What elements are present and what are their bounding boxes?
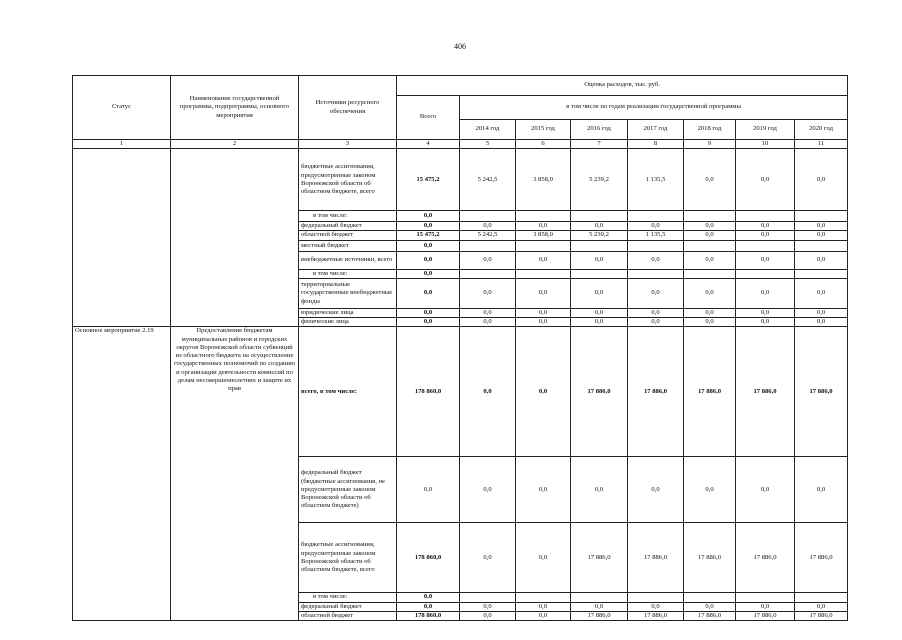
year-value-cell: 0,0 — [571, 318, 628, 327]
total-cell: 178 860,0 — [397, 611, 460, 620]
year-value-cell — [571, 269, 628, 278]
source-cell: федеральный бюджет (бюджетные ассигнования, не предусмотренные законом Воронежской области об областном бюджете) — [299, 457, 397, 523]
year-value-cell: 0,0 — [516, 308, 571, 317]
total-cell: 178 860,0 — [397, 523, 460, 593]
year-value-cell: 0,0 — [460, 251, 516, 269]
year-value-cell: 0,0 — [628, 222, 684, 231]
header-year: 2016 год — [571, 120, 628, 140]
year-value-cell: 0,0 — [516, 611, 571, 620]
header-year: 2020 год — [795, 120, 848, 140]
column-index: 3 — [299, 140, 397, 149]
source-cell: областной бюджет — [299, 611, 397, 620]
year-value-cell: 17 886,0 — [571, 523, 628, 593]
year-value-cell: 0,0 — [628, 602, 684, 611]
year-value-cell: 0,0 — [516, 457, 571, 523]
year-value-cell — [571, 593, 628, 602]
total-cell: 0,0 — [397, 269, 460, 278]
year-value-cell: 0,0 — [795, 278, 848, 308]
year-value-cell: 1 135,5 — [628, 231, 684, 240]
year-value-cell: 17 886,0 — [795, 523, 848, 593]
year-value-cell: 17 886,0 — [736, 327, 795, 457]
year-value-cell: 0,0 — [460, 611, 516, 620]
year-value-cell: 0,0 — [516, 278, 571, 308]
column-index: 10 — [736, 140, 795, 149]
year-value-cell: 0,0 — [571, 602, 628, 611]
year-value-cell: 0,0 — [460, 457, 516, 523]
status-cell: Основное мероприятие 2.19 — [73, 327, 171, 621]
year-value-cell — [628, 593, 684, 602]
left-border-line — [72, 592, 73, 610]
year-value-cell: 0,0 — [628, 251, 684, 269]
year-value-cell: 0,0 — [736, 457, 795, 523]
year-value-cell: 0,0 — [684, 251, 736, 269]
source-cell: бюджетные ассигнования, предусмотренные законом Воронежской области об областном бюджете, всего — [299, 523, 397, 593]
year-value-cell — [684, 211, 736, 222]
year-value-cell: 5 239,2 — [571, 149, 628, 211]
total-cell: 0,0 — [397, 318, 460, 327]
year-value-cell: 0,0 — [571, 457, 628, 523]
year-value-cell: 17 886,0 — [628, 327, 684, 457]
source-cell: федеральный бюджет — [299, 602, 397, 611]
year-value-cell: 0,0 — [795, 222, 848, 231]
column-index: 4 — [397, 140, 460, 149]
column-index: 1 — [73, 140, 171, 149]
header-year: 2019 год — [736, 120, 795, 140]
header-by-years: в том числе по годам реализации государственной программы — [460, 96, 848, 120]
year-value-cell — [795, 240, 848, 251]
year-value-cell — [736, 211, 795, 222]
table-row — [73, 327, 848, 457]
year-value-cell: 0,0 — [795, 251, 848, 269]
year-value-cell: 17 886,0 — [571, 327, 628, 457]
year-value-cell: 0,0 — [684, 318, 736, 327]
year-value-cell: 0,0 — [736, 318, 795, 327]
year-value-cell: 17 886,0 — [571, 611, 628, 620]
year-value-cell: 5 242,5 — [460, 149, 516, 211]
total-cell: 0,0 — [397, 593, 460, 602]
year-value-cell: 5 242,5 — [460, 231, 516, 240]
year-value-cell: 5 239,2 — [571, 231, 628, 240]
year-value-cell: 0,0 — [684, 149, 736, 211]
year-value-cell: 0,0 — [684, 602, 736, 611]
year-value-cell: 0,0 — [628, 318, 684, 327]
year-value-cell: 17 886,0 — [736, 611, 795, 620]
year-value-cell: 0,0 — [460, 222, 516, 231]
source-cell: в том числе: — [299, 269, 397, 278]
table-header — [73, 76, 848, 149]
year-value-cell: 0,0 — [736, 149, 795, 211]
year-value-cell — [628, 240, 684, 251]
year-value-cell — [684, 269, 736, 278]
year-value-cell: 0,0 — [736, 222, 795, 231]
year-value-cell: 0,0 — [460, 602, 516, 611]
total-cell: 15 475,2 — [397, 231, 460, 240]
year-value-cell: 0,0 — [571, 251, 628, 269]
year-value-cell — [460, 269, 516, 278]
name-cell-empty — [171, 149, 299, 327]
total-cell: 0,0 — [397, 251, 460, 269]
total-cell: 0,0 — [397, 240, 460, 251]
year-value-cell: 3 858,0 — [516, 149, 571, 211]
year-value-cell: 3 858,0 — [516, 231, 571, 240]
year-value-cell — [628, 211, 684, 222]
column-index: 5 — [460, 140, 516, 149]
header-program-name: Наименование государственной программы, подпрограммы, основного мероприятия — [171, 76, 299, 140]
year-value-cell: 0,0 — [736, 231, 795, 240]
year-value-cell: 17 886,0 — [795, 327, 848, 457]
header-status: Статус — [73, 76, 171, 140]
year-value-cell: 0,0 — [460, 318, 516, 327]
year-value-cell: 0,0 — [684, 457, 736, 523]
source-cell: областной бюджет — [299, 231, 397, 240]
year-value-cell: 17 886,0 — [684, 523, 736, 593]
year-value-cell — [795, 211, 848, 222]
source-cell: местный бюджет — [299, 240, 397, 251]
year-value-cell: 17 886,0 — [684, 611, 736, 620]
year-value-cell — [516, 593, 571, 602]
total-cell: 178 860,0 — [397, 327, 460, 457]
year-value-cell: 0,0 — [516, 318, 571, 327]
source-cell: всего, в том числе: — [299, 327, 397, 457]
year-value-cell: 0,0 — [628, 457, 684, 523]
source-cell: федеральный бюджет — [299, 222, 397, 231]
year-value-cell: 0,0 — [795, 457, 848, 523]
page-number: 406 — [454, 42, 466, 51]
total-cell: 0,0 — [397, 211, 460, 222]
column-index: 11 — [795, 140, 848, 149]
header-year: 2015 год — [516, 120, 571, 140]
column-index: 7 — [571, 140, 628, 149]
source-cell: юридические лица — [299, 308, 397, 317]
year-value-cell: 0,0 — [516, 602, 571, 611]
year-value-cell: 0,0 — [736, 602, 795, 611]
year-value-cell: 0,0 — [795, 318, 848, 327]
year-value-cell — [795, 593, 848, 602]
year-value-cell: 0,0 — [460, 278, 516, 308]
total-cell: 15 475,2 — [397, 149, 460, 211]
year-value-cell: 17 886,0 — [628, 611, 684, 620]
year-value-cell: 17 886,0 — [628, 523, 684, 593]
source-cell: физические лица — [299, 318, 397, 327]
column-index: 8 — [628, 140, 684, 149]
total-cell: 0,0 — [397, 278, 460, 308]
year-value-cell: 0,0 — [795, 149, 848, 211]
year-value-cell — [460, 240, 516, 251]
year-value-cell: 0,0 — [571, 222, 628, 231]
source-cell: в том числе: — [299, 593, 397, 602]
year-value-cell: 1 135,5 — [628, 149, 684, 211]
year-value-cell — [684, 593, 736, 602]
table-row — [73, 149, 848, 211]
year-value-cell: 0,0 — [684, 231, 736, 240]
year-value-cell — [571, 240, 628, 251]
year-value-cell — [460, 211, 516, 222]
year-value-cell: 0,0 — [795, 308, 848, 317]
total-cell: 0,0 — [397, 457, 460, 523]
year-value-cell — [736, 593, 795, 602]
year-value-cell: 0,0 — [736, 251, 795, 269]
year-value-cell: 0,0 — [795, 231, 848, 240]
year-value-cell — [628, 269, 684, 278]
year-value-cell — [571, 211, 628, 222]
source-cell: в том числе: — [299, 211, 397, 222]
header-year: 2017 год — [628, 120, 684, 140]
year-value-cell: 0,0 — [460, 308, 516, 317]
year-value-cell: 0,0 — [460, 523, 516, 593]
year-value-cell: 0,0 — [736, 278, 795, 308]
year-value-cell — [516, 269, 571, 278]
header-year: 2018 год — [684, 120, 736, 140]
year-value-cell: 17 886,0 — [795, 611, 848, 620]
total-cell: 0,0 — [397, 602, 460, 611]
year-value-cell — [736, 269, 795, 278]
header-estimate: Оценка расходов, тыс. руб. — [397, 76, 848, 96]
column-index: 2 — [171, 140, 299, 149]
year-value-cell: 0,0 — [516, 222, 571, 231]
year-value-cell — [516, 211, 571, 222]
year-value-cell: 0,0 — [684, 278, 736, 308]
year-value-cell: 0,0 — [516, 327, 571, 457]
source-cell: территориальные государственные внебюджетные фонды — [299, 278, 397, 308]
source-cell: внебюджетные источники, всего — [299, 251, 397, 269]
year-value-cell: 0,0 — [795, 602, 848, 611]
year-value-cell: 0,0 — [684, 222, 736, 231]
year-value-cell: 0,0 — [516, 523, 571, 593]
total-cell: 0,0 — [397, 222, 460, 231]
year-value-cell: 0,0 — [460, 327, 516, 457]
year-value-cell: 0,0 — [571, 278, 628, 308]
column-index: 9 — [684, 140, 736, 149]
header-year: 2014 год — [460, 120, 516, 140]
year-value-cell: 0,0 — [628, 278, 684, 308]
total-cell: 0,0 — [397, 308, 460, 317]
year-value-cell — [516, 240, 571, 251]
source-cell: бюджетные ассигнования, предусмотренные законом Воронежской области об областном бюджете, всего — [299, 149, 397, 211]
column-index: 6 — [516, 140, 571, 149]
year-value-cell — [736, 240, 795, 251]
year-value-cell: 0,0 — [571, 308, 628, 317]
year-value-cell: 0,0 — [736, 308, 795, 317]
expense-table — [72, 75, 848, 621]
event-name-cell: Предоставление бюджетам муниципальных районов и городских округов Воронежской области субвенций из областного бюджета на осуществление государственных полномочий по созданию и организации деятельности комиссий по делам несовершеннолетних и защите их прав — [171, 327, 299, 621]
year-value-cell: 0,0 — [516, 251, 571, 269]
year-value-cell — [684, 240, 736, 251]
year-value-cell: 17 886,0 — [684, 327, 736, 457]
status-cell-empty — [73, 149, 171, 327]
year-value-cell: 17 886,0 — [736, 523, 795, 593]
year-value-cell: 0,0 — [684, 308, 736, 317]
header-sources: Источники ресурсного обеспечения — [299, 76, 397, 140]
year-value-cell — [795, 269, 848, 278]
year-value-cell — [460, 593, 516, 602]
year-value-cell: 0,0 — [628, 308, 684, 317]
header-total: Всего — [397, 96, 460, 140]
